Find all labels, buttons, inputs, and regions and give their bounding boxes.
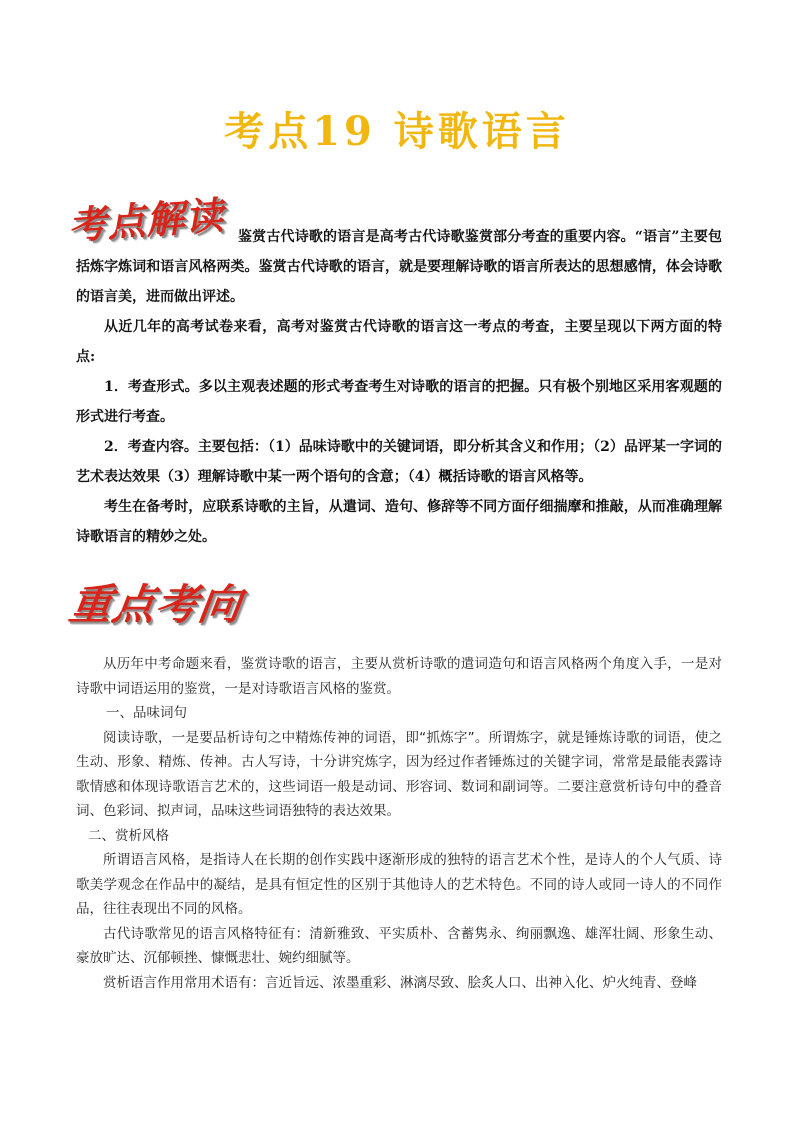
section-badge-exam-analysis: 考点解读 <box>66 193 226 249</box>
paragraph-style-types: 古代诗歌常见的语言风格特征有：清新雅致、平实质朴、含蓄隽永、绚丽飘逸、雄浑壮阔、形象生动、豪放旷达、沉郁顿挫、慷慨悲壮、婉约细腻等。 <box>76 925 722 966</box>
heading-style-analysis: 二、赏析风格 <box>88 827 169 844</box>
paragraph-terms: 赏析语言作用常用术语有：言近旨远、浓墨重彩、淋漓尽致、脍炙人口、出神入化、炉火纯青、登峰 <box>103 974 697 991</box>
section-key-directions <box>76 652 722 995</box>
heading-word-analysis: 一、品味词句 <box>106 705 187 721</box>
paragraph-exam-format: 1．考查形式。多以主观表述题的形式考查考生对诗歌的语言的把握。只有极个别地区采用客观题的形式进行考查。 <box>76 379 722 425</box>
page-title: 考点19 诗歌语言 <box>224 108 570 155</box>
paragraph-style-definition: 所谓语言风格，是指诗人在长期的创作实践中逐渐形成的独特的语言艺术个性，是诗人的个人气质、诗歌美学观念在作品中的凝结，是具有恒定性的区别于其他诗人的艺术特色。不同的诗人或同一诗人的不同作品，往往表现出不同的风格。 <box>76 852 722 917</box>
section-exam-analysis <box>76 222 722 552</box>
section-badge-key-directions: 重点考向 <box>66 580 246 629</box>
paragraph-intro: 鉴赏古代诗歌的语言是高考古代诗歌鉴赏部分考查的重要内容。“语言”主要包括炼字炼词和语言风格两类。鉴赏古代诗歌的语言，就是要理解诗歌的语言所表达的思想感情，体会诗歌的语言美，进而做出评述。 <box>76 229 722 305</box>
paragraph-prep-advice: 考生在备考时，应联系诗歌的主旨，从遣词、造句、修辞等不同方面仔细揣摩和推敲，从而准确理解诗歌语言的精妙之处。 <box>76 499 722 545</box>
paragraph-overview: 从历年中考命题来看，鉴赏诗歌的语言，主要从赏析诗歌的遣词造句和语言风格两个角度入手，一是对诗歌中词语运用的鉴赏，一是对诗歌语言风格的鉴赏。 <box>76 656 722 697</box>
paragraph-word-analysis: 阅读诗歌，一是要品析诗句之中精炼传神的词语，即“抓炼字”。所谓炼字，就是锤炼诗歌的词语，使之生动、形象、精炼、传神。古人写诗，十分讲究炼字，因为经过作者锤炼过的关键字词，常常是最能表露诗歌情感和体现诗歌语言艺术的，这些词语一般是动词、形容词、数词和副词等。二要注意赏析诗句中的叠音词、色彩词、拟声词，品味这些词语独特的表达效果。 <box>76 729 722 819</box>
paragraph-trends: 从近几年的高考试卷来看，高考对鉴赏古代诗歌的语言这一考点的考查，主要呈现以下两方面的特点: <box>76 319 722 365</box>
paragraph-exam-content: 2．考查内容。主要包括：（1）品味诗歌中的关键词语，即分析其含义和作用；（2）品评某一字词的艺术表达效果（3）理解诗歌中某一两个语句的含意；（4）概括诗歌的语言风格等。 <box>76 439 722 485</box>
